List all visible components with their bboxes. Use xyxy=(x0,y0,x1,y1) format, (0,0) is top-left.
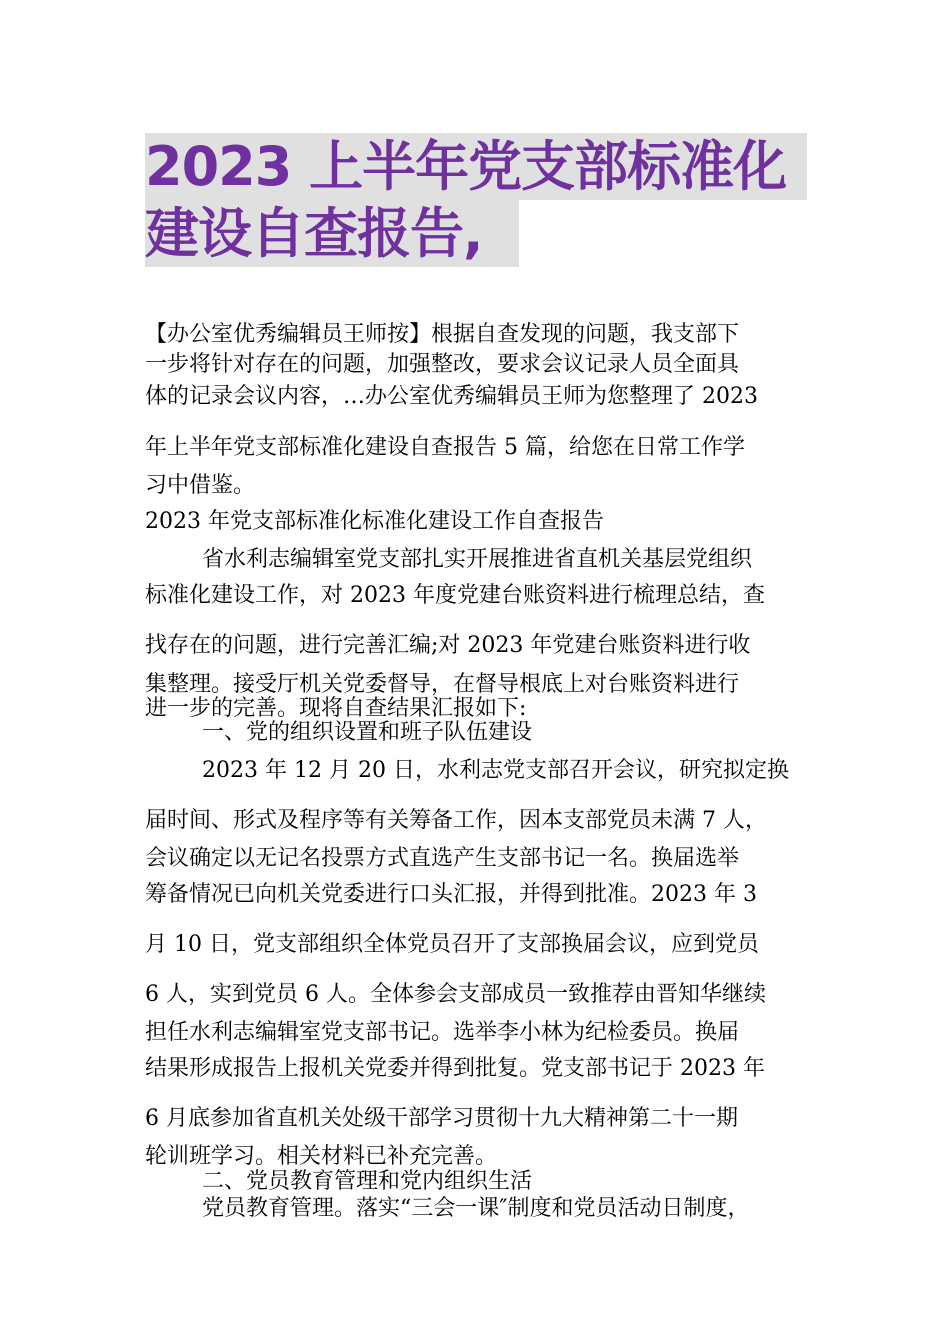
body-line: 结果形成报告上报机关党委并得到批复。党支部书记于 2023 年 xyxy=(145,1056,765,1081)
body-line: 月 10 日，党支部组织全体党员召开了支部换届会议，应到党员 xyxy=(145,932,759,957)
body-line: 2023 年 12 月 20 日，水利志党支部召开会议，研究拟定换 xyxy=(202,758,789,783)
body-line: 标准化建设工作，对 2023 年度党建台账资料进行梳理总结，查 xyxy=(145,583,765,608)
body-line: 担任水利志编辑室党支部书记。选举李小林为纪检委员。换届 xyxy=(145,1020,740,1045)
body-line: 6 人，实到党员 6 人。全体参会支部成员一致推荐由晋知华继续 xyxy=(145,982,766,1007)
body-line: 会议确定以无记名投票方式直选产生支部书记一名。换届选举 xyxy=(145,846,740,871)
body-line: 一步将针对存在的问题，加强整改，要求会议记录人员全面具 xyxy=(145,352,740,377)
body-line: 【办公室优秀编辑员王师按】根据自查发现的问题，我支部下 xyxy=(145,322,740,347)
body-line: 筹备情况已向机关党委进行口头汇报，并得到批准。2023 年 3 xyxy=(145,882,757,907)
section-heading: 一、党的组织设置和班子队伍建设 xyxy=(202,720,533,745)
body-line: 轮训班学习。相关材料已补充完善。 xyxy=(145,1144,498,1169)
document-title-line-2: 建设自查报告, xyxy=(145,200,519,267)
body-line: 届时间、形式及程序等有关筹备工作，因本支部党员未满 7 人， xyxy=(145,808,767,833)
body-line: 2023 年党支部标准化标准化建设工作自查报告 xyxy=(145,509,604,534)
body-line: 进一步的完善。现将自查结果汇报如下: xyxy=(145,696,527,721)
body-line: 集整理。接受厅机关党委督导，在督导根底上对台账资料进行 xyxy=(145,672,740,697)
body-line: 年上半年党支部标准化建设自查报告 5 篇，给您在日常工作学 xyxy=(145,435,745,460)
body-line: 体的记录会议内容，…办公室优秀编辑员王师为您整理了 2023 xyxy=(145,384,758,409)
document-title-line-1: 2023 上半年党支部标准化 xyxy=(145,133,807,200)
section-heading: 二、党员教育管理和党内组织生活 xyxy=(202,1169,533,1194)
body-line: 找存在的问题，进行完善汇编;对 2023 年党建台账资料进行收 xyxy=(145,633,751,658)
body-line: 党员教育管理。落实“三会一课″制度和党员活动日制度， xyxy=(202,1196,750,1221)
body-line: 6 月底参加省直机关处级干部学习贯彻十九大精神第二十一期 xyxy=(145,1106,738,1131)
body-line: 省水利志编辑室党支部扎实开展推进省直机关基层党组织 xyxy=(202,547,753,572)
body-line: 习中借鉴。 xyxy=(145,473,256,498)
